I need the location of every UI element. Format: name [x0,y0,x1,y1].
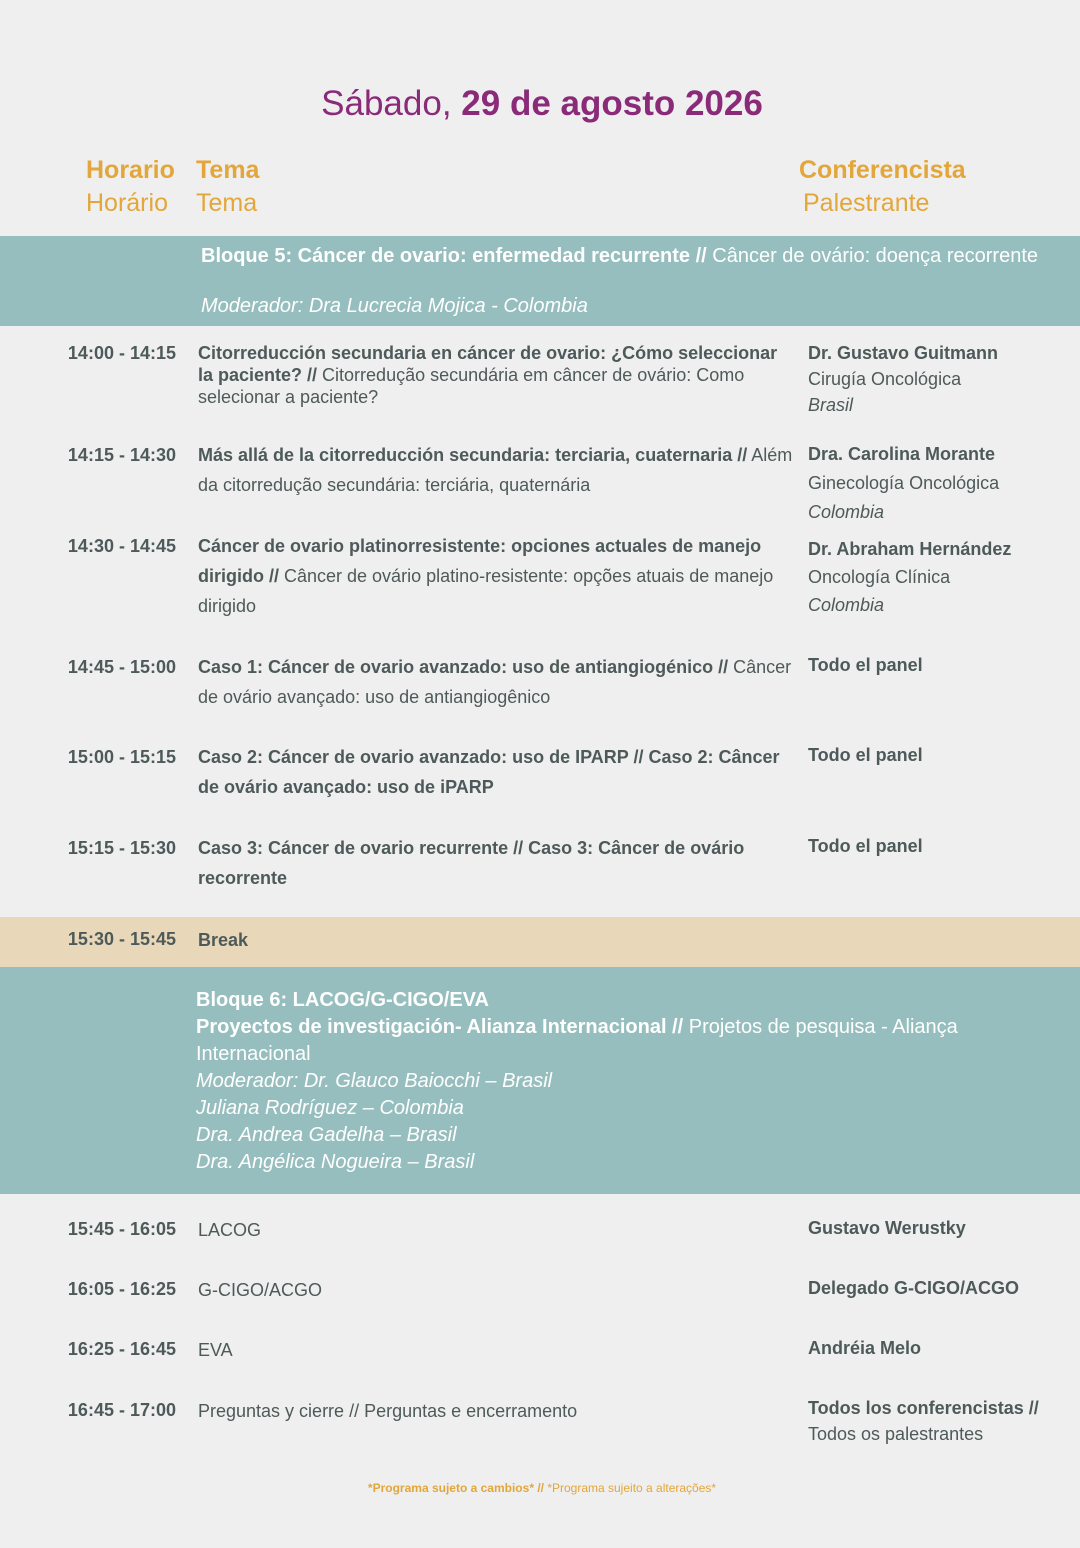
header-horario-es: Horario [86,156,175,184]
session-time: 16:45 - 17:00 [67,1400,176,1420]
session-speaker: Andréia Melo [808,1338,922,1358]
session-speaker: Todo el panel [808,655,923,675]
session-topic: Caso 2: Cáncer de ovario avanzado: uso de IPARP // Caso 2: Câncer de ovário avançado: uso de iPARP [198,747,780,797]
block5-moderator: Moderador: Dra Lucrecia Mojica - Colombia [201,295,588,317]
block6-member: Juliana Rodríguez – Colombia [196,1097,464,1119]
block6-member: Dra. Angélica Nogueira – Brasil [196,1151,475,1173]
session-speaker: Todos los conferencistas // Todos os palestrantes [808,1398,1039,1444]
page-title [0,84,1080,124]
session-time: 16:05 - 16:25 [67,1279,176,1299]
session-topic: EVA [198,1340,233,1360]
title-day: Sábado, [321,84,452,123]
session-topic: Preguntas y cierre // Perguntas e encerramento [198,1401,578,1421]
session-time: 14:30 - 14:45 [67,536,176,556]
session-time: 15:15 - 15:30 [67,838,176,858]
session-speaker: Gustavo Werustky [808,1218,966,1238]
header-tema-pt: Tema [196,189,258,217]
session-topic: Cáncer de ovario platinorresistente: opciones actuales de manejo dirigido // Câncer de ovário platino-resistente: opções atuais de manejo dirigido [198,536,774,616]
session-time: 15:00 - 15:15 [67,747,176,767]
session-topic: Citorreducción secundaria en cáncer de ovario: ¿Cómo seleccionar la paciente? // Citorredução secundária em câncer de ovário: Como selecionar a paciente? [198,343,778,407]
session-topic: LACOG [198,1220,262,1240]
session-time: 15:45 - 16:05 [67,1219,176,1239]
session-time: 14:45 - 15:00 [67,657,176,677]
block6-content [196,987,1056,1176]
block6-member: Dra. Andrea Gadelha – Brasil [196,1124,457,1146]
session-time: 16:25 - 16:45 [67,1339,176,1359]
block6-title: Bloque 6: LACOG/G-CIGO/EVA [196,989,489,1011]
header-conferencista-pt: Palestrante [803,189,930,217]
session-time: 14:15 - 14:30 [67,445,176,465]
session-topic: Caso 1: Cáncer de ovario avanzado: uso de antiangiogénico // Câncer de ovário avançado: uso de antiangiogênico [198,657,792,707]
block6-subtitle: Proyectos de investigación- Alianza Internacional // Projetos de pesquisa - Aliança Internacional [196,1016,958,1065]
session-speaker: Dr. Gustavo Guitmann Cirugía Oncológica Brasil [808,343,999,415]
session-time: 14:00 - 14:15 [67,343,176,363]
session-speaker: Todo el panel [808,836,923,856]
header-horario-pt: Horário [86,189,168,217]
session-speaker: Dr. Abraham Hernández Oncología Clínica Colombia [808,539,1012,615]
session-topic: Caso 3: Cáncer de ovario recurrente // Caso 3: Câncer de ovário recorrente [198,838,745,888]
session-topic: G-CIGO/ACGO [198,1280,323,1300]
block6-moderator: Moderador: Dr. Glauco Baiocchi – Brasil [196,1070,553,1092]
title-date: 29 de agosto 2026 [461,84,763,123]
break-label: Break [198,930,249,950]
header-tema-es: Tema [196,156,260,184]
footer-note: *Programa sujeto a cambios* // *Programa sujeito a alterações* [367,1481,717,1495]
break-time: 15:30 - 15:45 [67,929,176,949]
session-speaker: Todo el panel [808,745,923,765]
session-topic: Más allá de la citorreducción secundaria: terciaria, cuaternaria // Além da citorredução secundária: terciária, quaternária [198,445,793,495]
block5-title: Bloque 5: Cáncer de ovario: enfermedad recurrente // Câncer de ovário: doença recorrente [201,245,1039,267]
session-speaker: Dra. Carolina Morante Ginecología Oncológica Colombia [808,444,1000,522]
session-speaker: Delegado G-CIGO/ACGO [808,1278,1020,1298]
header-conferencista-es: Conferencista [799,156,966,184]
